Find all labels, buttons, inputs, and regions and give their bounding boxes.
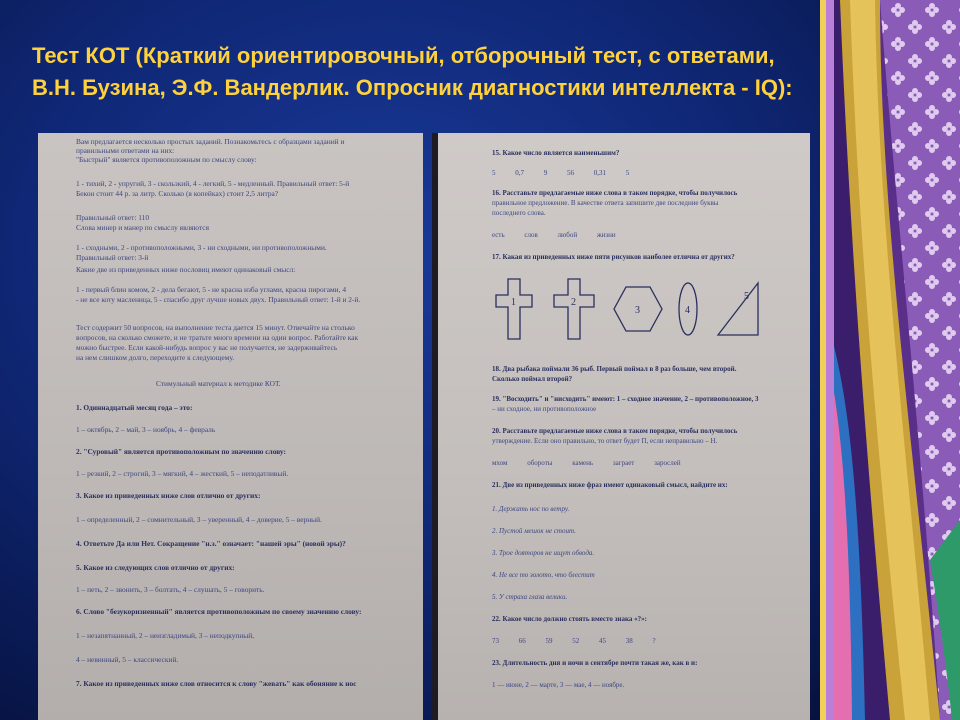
question-4: 4. Ответьте Да или Нет. Сокращение "н.э." означает: "нашей эры" (новой эры)?: [76, 539, 346, 548]
question-22: 22. Какое число должно стоять вместо знака «?»:: [492, 615, 647, 623]
text-line: Какие две из приведенных ниже пословиц имеют одинаковый смысл:: [76, 265, 296, 274]
right-page-photo: [432, 133, 810, 720]
left-page-photo: [38, 133, 423, 720]
figure-label: 4: [685, 305, 690, 316]
phrase: 5. У страха глаза велики.: [492, 593, 568, 601]
figure-label: 3: [635, 305, 640, 316]
question-6: 6. Слово "безукоризненный" является противоположным по своему значению слову:: [76, 607, 362, 616]
text-line: Правильный ответ: 3-й: [76, 253, 149, 262]
triangle-figure: [718, 283, 758, 335]
q15-values: [492, 169, 647, 179]
phrase: 4. Не все то золото, что блестит: [492, 571, 595, 579]
question-3: 3. Какое из приведенных ниже слов отлично от других:: [76, 491, 261, 500]
word: заграет: [612, 459, 635, 467]
q16-words: [492, 231, 634, 241]
value: ?: [652, 637, 656, 645]
text-line: Слова минер и манер по смыслу являются: [76, 223, 209, 232]
figure-label: 5: [744, 291, 749, 302]
word: обороты: [527, 459, 553, 467]
phrase: 1. Держать нос по ветру.: [492, 505, 570, 513]
q22-values: [492, 637, 674, 647]
question-23: 23. Длительность дня и ночи в сентябре почти такая же, как в и:: [492, 659, 698, 667]
figure-label: 2: [571, 297, 576, 308]
value: 5: [625, 169, 630, 177]
question-18: 18. Два рыбака поймали 36 рыб. Первый поймал в 8 раз больше, чем второй.: [492, 365, 737, 373]
answer-options: 1 – резкий, 2 – строгий, 3 – мягкий, 4 – жесткий, 5 – неподатливый.: [76, 469, 289, 478]
answer-options: 4 – невинный, 5 – классический.: [76, 655, 179, 664]
text-line: Бекон стоит 44 р. за литр. Сколько (в копейках) стоит 2,5 литра?: [76, 189, 279, 198]
word: любой: [557, 231, 578, 239]
text-line: Вам предлагается несколько простых заданий. Познакомьтесь с образцами заданий и: [76, 137, 345, 146]
value: 73: [492, 637, 499, 645]
phrase: 2. Пустой мешок не стоит.: [492, 527, 576, 535]
text-line: правильными ответами на них:: [76, 146, 175, 155]
left-page-text: [76, 133, 423, 720]
answer-options: 1 – петь, 2 – звонить, 3 – болтать, 4 – слушать, 5 – говорить.: [76, 585, 265, 594]
value: 66: [518, 637, 526, 645]
value: 0,31: [593, 169, 606, 177]
floral-pattern-graphic: [820, 0, 960, 720]
text-line: правильное предложение. В качестве ответа запишите две последние буквы: [492, 199, 719, 207]
value: 56: [567, 169, 574, 177]
answer-options: 1 – незапятнанный, 2 – неизгладимый, 3 – неподкупный,: [76, 631, 255, 640]
value: 45: [599, 637, 606, 645]
decorative-floral-panel: [820, 0, 960, 720]
question-17: 17. Какая из приведенных ниже пяти рисунков наиболее отлична от других?: [492, 253, 735, 261]
word: камень: [572, 459, 594, 467]
text-line: можно быстрее. Если какой-нибудь вопрос у вас не получается, не задерживайтесь: [76, 343, 338, 352]
word: есть: [492, 231, 505, 239]
answer-options: 1 – определенный, 2 – сомнительный, 3 – уверенный, 4 – доверие, 5 – верный.: [76, 515, 322, 524]
q20-words: [492, 459, 699, 469]
answer-options: 1 — июне, 2 — марте, 3 — мае, 4 — ноябре.: [492, 681, 625, 689]
answer-options: 1 – октябрь, 2 – май, 3 – ноябрь, 4 – февраль: [76, 425, 216, 434]
question-1: 1. Одиннадцатый месяц года – это:: [76, 403, 193, 412]
figure-label: 1: [511, 297, 516, 308]
word: жизни: [596, 231, 616, 239]
question-7: 7. Какое из приведенных ниже слов относится к слову "жевать" как обоняние к нос: [76, 679, 357, 688]
text-line: 1 - тихий, 2 - упругий, 3 - скользкий, 4 - легкий, 5 - медленный. Правильный ответ: 5-й: [76, 179, 350, 188]
text-line: - не все коту масленица, 5 - спасибо друг лучше новых двух. Правильный ответ: 1-й и 2-й.: [76, 295, 361, 304]
value: 9: [543, 169, 548, 177]
question-20: 20. Расставьте предлагаемые ниже слова в таком порядке, чтобы получилось: [492, 427, 738, 435]
text-line: Правильный ответ: 110: [76, 213, 150, 222]
question-5: 5. Какое из следующих слов отлично от других:: [76, 563, 235, 572]
section-heading: Стимульный материал к методике КОТ.: [156, 379, 281, 388]
slide-title: Тест КОТ (Краткий ориентировочный, отборочный тест, с ответами, В.Н. Бузина, Э.Ф. Вандерлик. Опросник диагностики интеллекта - IQ):: [32, 43, 793, 100]
text-line: утверждение. Если оно правильно, то ответ будет П, если неправильно – Н.: [492, 437, 718, 445]
word: мхом: [492, 459, 508, 467]
text-line: на нем слишком долго, переходите к следующему.: [76, 353, 235, 362]
word: слов: [524, 231, 538, 239]
question-2: 2. "Суровый" является противоположным по значению слову:: [76, 447, 286, 456]
text-line: последнего слова.: [492, 209, 546, 217]
word: зарослей: [654, 459, 681, 467]
text-line: вопросов, на сколько сможете, и не тратьте много времени на один вопрос. Работайте как: [76, 333, 359, 342]
text-line: Сколько поймал второй?: [492, 375, 573, 383]
cross-figure-1: [496, 279, 532, 339]
cross-figure-2: [554, 279, 594, 339]
value: 38: [625, 637, 633, 645]
text-line: 1 - сходными, 2 - противоположными, 3 - ни сходными, ни противоположными.: [76, 243, 327, 252]
question-15: 15. Какое число является наименьшим?: [492, 149, 620, 157]
question-21: 21. Две из приведенных ниже фраз имеют одинаковый смысл, найдите их:: [492, 481, 728, 489]
value: 59: [545, 637, 553, 645]
right-page-text: [492, 133, 792, 720]
text-line: 1 - первый блин комом, 2 - дела бегают, 5 - не красна изба углами, красна пирогами, 4: [76, 285, 347, 294]
text-line: Тест содержит 50 вопросов, на выполнение теста дается 15 минут. Отвечайте на столько: [76, 323, 355, 332]
text-line: – ни сходное, ни противоположное: [492, 405, 597, 413]
text-line: "Быстрый" является противоположным по смыслу слову:: [76, 155, 257, 164]
question-19: 19. "Восходить" и "нисходить" имеют: 1 – сходное значение, 2 – противоположное, 3: [492, 395, 759, 403]
value: 52: [572, 637, 580, 645]
value: 0,7: [515, 169, 524, 177]
value: 5: [492, 169, 496, 177]
question-16: 16. Расставьте предлагаемые ниже слова в таком порядке, чтобы получилось: [492, 189, 738, 197]
q17-figures: [492, 273, 792, 345]
phrase: 3. Трое дояторов не ищут обвода.: [492, 549, 595, 557]
